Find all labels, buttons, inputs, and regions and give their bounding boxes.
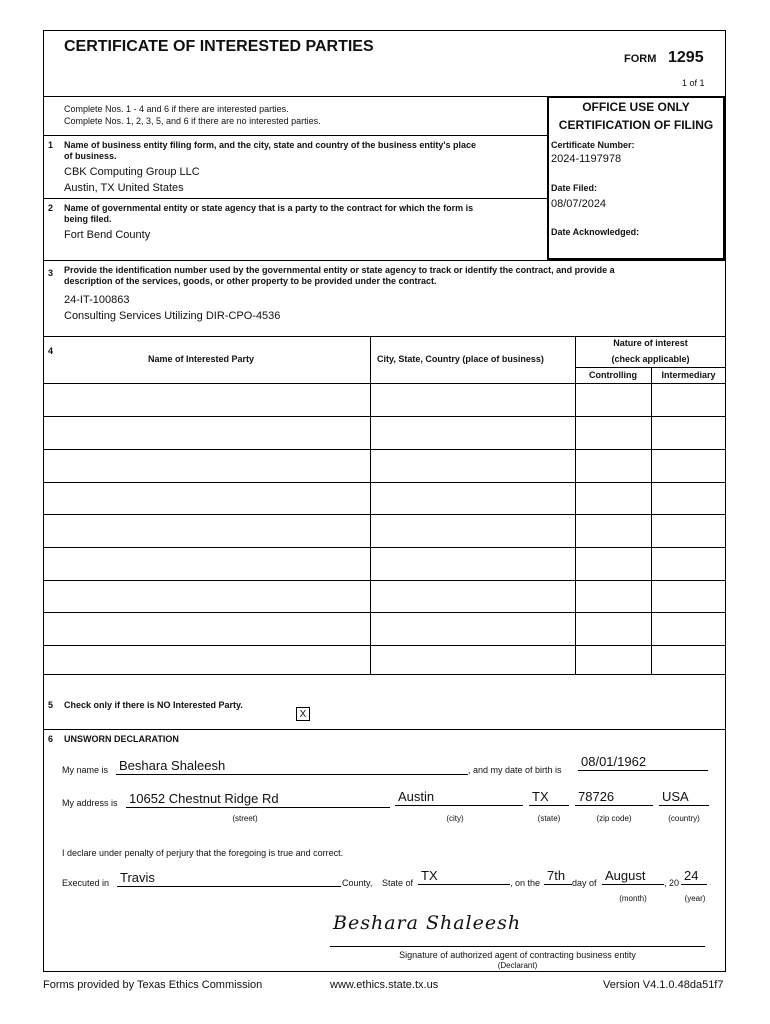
executed-state: TX bbox=[418, 869, 510, 885]
table-row-line bbox=[43, 514, 726, 515]
table-row-line bbox=[43, 645, 726, 646]
on-the-label: , on the bbox=[510, 878, 541, 888]
dob-label: , and my date of birth is bbox=[468, 765, 562, 775]
section5-number: 5 bbox=[48, 700, 54, 710]
executed-day: 7th bbox=[544, 869, 572, 885]
address-state: TX bbox=[529, 790, 569, 806]
declaration-text: I declare under penalty of perjury that the foregoing is true and correct. bbox=[62, 848, 344, 858]
table-row-line bbox=[43, 547, 726, 548]
date-filed: 08/07/2024 bbox=[551, 198, 607, 210]
col-controlling: Controlling bbox=[589, 370, 637, 380]
section3-label: Provide the identification number used by the governmental entity or state agency to track or identify the contract, and provide a bbox=[64, 265, 615, 275]
table-row-line bbox=[43, 383, 726, 384]
state-sub: (state) bbox=[537, 814, 561, 823]
address-country: USA bbox=[659, 790, 709, 806]
section1-label-cont: of business. bbox=[64, 151, 117, 161]
governmental-entity: Fort Bend County bbox=[64, 229, 151, 241]
section6-number: 6 bbox=[48, 734, 54, 744]
declaration-heading: UNSWORN DECLARATION bbox=[64, 734, 179, 744]
street-sub: (street) bbox=[232, 814, 258, 823]
table-row-line bbox=[43, 674, 726, 675]
certification-title: CERTIFICATION OF FILING bbox=[558, 118, 714, 132]
declarant-name: Beshara Shaleesh bbox=[116, 759, 468, 775]
business-location: Austin, TX United States bbox=[64, 182, 184, 194]
declarant-signature: Beshara Shaleesh bbox=[333, 912, 522, 934]
page-indicator: 1 of 1 bbox=[682, 78, 705, 88]
date-filed-label: Date Filed: bbox=[551, 183, 598, 193]
instruction-line2: Complete Nos. 1, 2, 3, 5, and 6 if there are no interested parties. bbox=[64, 116, 321, 126]
table-row-line bbox=[43, 449, 726, 450]
section4-number: 4 bbox=[48, 346, 54, 356]
zip-sub: (zip code) bbox=[596, 814, 632, 823]
day-of-label: day of bbox=[572, 878, 597, 888]
contract-description: Consulting Services Utilizing DIR-CPO-4536 bbox=[64, 310, 281, 322]
col-nature: Nature of interest bbox=[613, 338, 688, 348]
col-location: City, State, Country (place of business) bbox=[377, 354, 544, 364]
footer-version: Version V4.1.0.48da51f7 bbox=[603, 979, 724, 991]
table-row-line bbox=[43, 482, 726, 483]
cert-number: 2024-1197978 bbox=[551, 153, 622, 165]
date-of-birth: 08/01/1962 bbox=[578, 755, 708, 771]
city-sub: (city) bbox=[446, 814, 464, 823]
footer-website[interactable]: www.ethics.state.tx.us bbox=[330, 979, 439, 991]
signature-label: Signature of authorized agent of contracting business entity bbox=[399, 950, 636, 960]
section3-label-cont: description of the services, goods, or other property to be provided under the contract. bbox=[64, 276, 437, 286]
executed-in-label: Executed in bbox=[62, 878, 110, 888]
office-use-title: OFFICE USE ONLY bbox=[582, 100, 690, 114]
table-row-line bbox=[43, 612, 726, 613]
county-label: County, bbox=[342, 878, 373, 888]
state-of-label: State of bbox=[382, 878, 414, 888]
executed-year: 24 bbox=[681, 869, 707, 885]
executed-county: Travis bbox=[117, 871, 341, 887]
no-interested-party-checkbox[interactable]: X bbox=[296, 707, 310, 721]
my-name-label: My name is bbox=[62, 765, 109, 775]
col-party-name: Name of Interested Party bbox=[148, 354, 255, 364]
footer-source: Forms provided by Texas Ethics Commission bbox=[43, 979, 263, 991]
instruction-line1: Complete Nos. 1 - 4 and 6 if there are interested parties. bbox=[64, 104, 289, 114]
section2-label: Name of governmental entity or state agency that is a party to the contract for which the form is bbox=[64, 203, 474, 213]
address-label: My address is bbox=[62, 798, 118, 808]
year-prefix: , 20 bbox=[664, 878, 680, 888]
country-sub: (country) bbox=[668, 814, 700, 823]
col-intermediary: Intermediary bbox=[661, 370, 716, 380]
contract-id: 24-IT-100863 bbox=[64, 294, 130, 306]
year-sub: (year) bbox=[684, 894, 706, 903]
table-row-line bbox=[43, 416, 726, 417]
cert-number-label: Certificate Number: bbox=[551, 140, 635, 150]
declarant-label: (Declarant) bbox=[497, 961, 538, 970]
section5-label: Check only if there is NO Interested Party. bbox=[64, 700, 243, 710]
address-zip: 78726 bbox=[575, 790, 653, 806]
section1-number: 1 bbox=[48, 140, 54, 150]
month-sub: (month) bbox=[619, 894, 647, 903]
section2-label-cont: being filed. bbox=[64, 214, 112, 224]
section3-number: 3 bbox=[48, 268, 54, 278]
col-nature-sub: (check applicable) bbox=[611, 354, 690, 364]
executed-month: August bbox=[602, 869, 664, 885]
address-city: Austin bbox=[395, 790, 523, 806]
form-title: CERTIFICATE OF INTERESTED PARTIES bbox=[64, 38, 374, 55]
form-label: FORM bbox=[624, 53, 657, 65]
section1-label: Name of business entity filing form, and the city, state and country of the business entity's place bbox=[64, 140, 477, 150]
address-street: 10652 Chestnut Ridge Rd bbox=[126, 792, 390, 808]
section2-number: 2 bbox=[48, 203, 54, 213]
business-name: CBK Computing Group LLC bbox=[64, 166, 200, 178]
date-ack-label: Date Acknowledged: bbox=[551, 227, 640, 237]
form-number: 1295 bbox=[668, 49, 704, 66]
table-row-line bbox=[43, 580, 726, 581]
